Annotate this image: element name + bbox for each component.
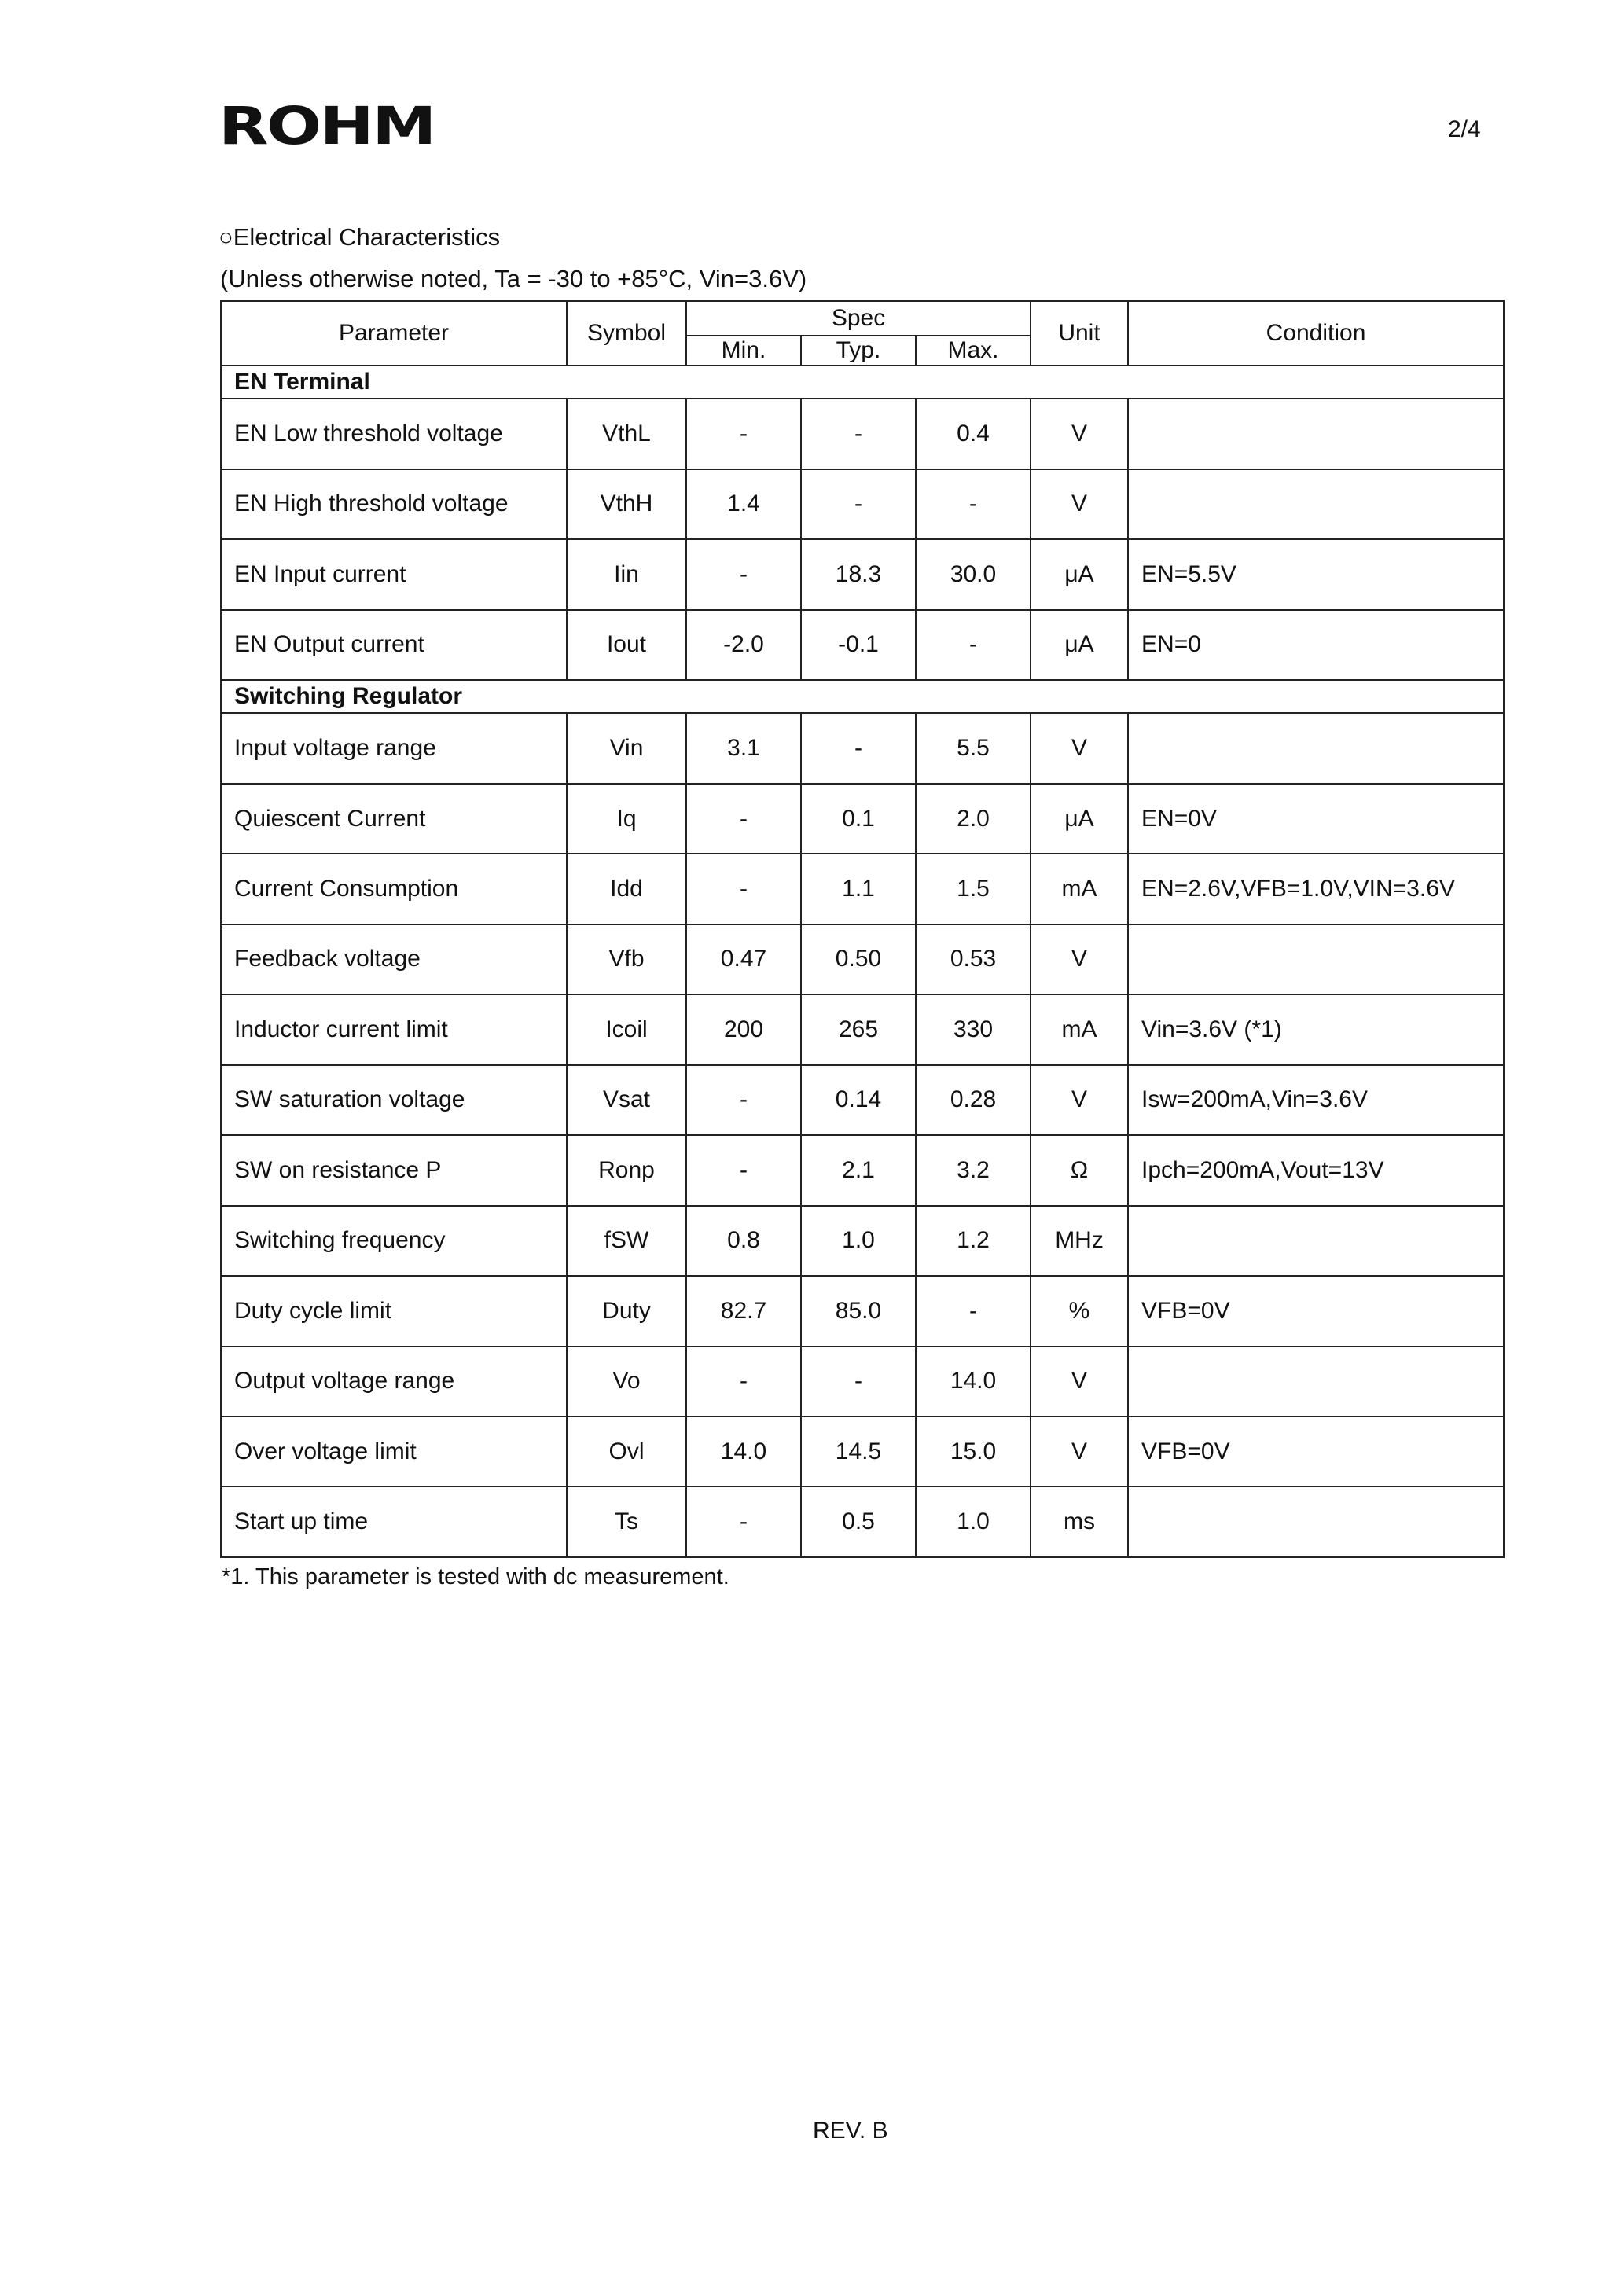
symbol-cell: Iin (567, 539, 686, 609)
column-header-symbol: Symbol (567, 301, 686, 366)
parameter-cell: EN High threshold voltage (221, 469, 567, 539)
unit-cell: Ω (1031, 1135, 1128, 1205)
electrical-characteristics-table (220, 300, 1505, 1558)
unit-cell: μA (1031, 784, 1128, 854)
typ-cell: 0.5 (801, 1486, 916, 1557)
unit-cell: V (1031, 1417, 1128, 1486)
unit-cell: V (1031, 399, 1128, 469)
rohm-logo: ROHM (219, 96, 435, 156)
parameter-cell: EN Low threshold voltage (221, 399, 567, 469)
max-cell: 330 (916, 994, 1031, 1064)
condition-cell (1128, 399, 1504, 469)
section-heading: Switching Regulator (221, 680, 1504, 713)
section-row (221, 366, 1504, 399)
parameter-cell: SW on resistance P (221, 1135, 567, 1205)
section-title: ○Electrical Characteristics (219, 223, 501, 251)
typ-cell: 1.0 (801, 1206, 916, 1276)
condition-cell: VFB=0V (1128, 1417, 1504, 1486)
parameter-cell: Quiescent Current (221, 784, 567, 854)
column-header-parameter: Parameter (221, 301, 567, 366)
column-header-max: Max. (916, 336, 1031, 366)
min-cell: - (686, 1486, 801, 1557)
max-cell: - (916, 1276, 1031, 1346)
max-cell: 1.2 (916, 1206, 1031, 1276)
table-row (221, 1065, 1504, 1135)
condition-cell (1128, 713, 1504, 783)
typ-cell: 0.14 (801, 1065, 916, 1135)
table-row (221, 399, 1504, 469)
max-cell: 5.5 (916, 713, 1031, 783)
parameter-cell: Duty cycle limit (221, 1276, 567, 1346)
typ-cell: 85.0 (801, 1276, 916, 1346)
table-row (221, 994, 1504, 1064)
table-row (221, 1347, 1504, 1417)
condition-cell (1128, 1486, 1504, 1557)
max-cell: 2.0 (916, 784, 1031, 854)
symbol-cell: Duty (567, 1276, 686, 1346)
typ-cell: - (801, 1347, 916, 1417)
symbol-cell: fSW (567, 1206, 686, 1276)
symbol-cell: Ronp (567, 1135, 686, 1205)
typ-cell: 0.50 (801, 924, 916, 994)
typ-cell: 14.5 (801, 1417, 916, 1486)
min-cell: 1.4 (686, 469, 801, 539)
symbol-cell: Vsat (567, 1065, 686, 1135)
max-cell: 1.5 (916, 854, 1031, 924)
table-row (221, 713, 1504, 783)
table-row (221, 1276, 1504, 1346)
table-row (221, 539, 1504, 609)
min-cell: - (686, 399, 801, 469)
max-cell: 0.53 (916, 924, 1031, 994)
min-cell: - (686, 784, 801, 854)
table-row (221, 1486, 1504, 1557)
unit-cell: μA (1031, 610, 1128, 680)
table-header-row (221, 301, 1504, 336)
parameter-cell: Current Consumption (221, 854, 567, 924)
condition-cell: VFB=0V (1128, 1276, 1504, 1346)
typ-cell: - (801, 399, 916, 469)
typ-cell: - (801, 469, 916, 539)
symbol-cell: Iout (567, 610, 686, 680)
typ-cell: 0.1 (801, 784, 916, 854)
unit-cell: % (1031, 1276, 1128, 1346)
unit-cell: V (1031, 469, 1128, 539)
unit-cell: V (1031, 713, 1128, 783)
min-cell: 0.8 (686, 1206, 801, 1276)
table-row (221, 1417, 1504, 1486)
max-cell: 1.0 (916, 1486, 1031, 1557)
unit-cell: μA (1031, 539, 1128, 609)
section-row (221, 680, 1504, 713)
symbol-cell: Iq (567, 784, 686, 854)
min-cell: 200 (686, 994, 801, 1064)
min-cell: 14.0 (686, 1417, 801, 1486)
unit-cell: V (1031, 1347, 1128, 1417)
condition-cell: Ipch=200mA,Vout=13V (1128, 1135, 1504, 1205)
column-header-min: Min. (686, 336, 801, 366)
unit-cell: MHz (1031, 1206, 1128, 1276)
max-cell: 0.28 (916, 1065, 1031, 1135)
min-cell: -2.0 (686, 610, 801, 680)
parameter-cell: Input voltage range (221, 713, 567, 783)
condition-cell (1128, 1347, 1504, 1417)
column-header-typ: Typ. (801, 336, 916, 366)
typ-cell: -0.1 (801, 610, 916, 680)
unit-cell: mA (1031, 854, 1128, 924)
min-cell: 3.1 (686, 713, 801, 783)
parameter-cell: Inductor current limit (221, 994, 567, 1064)
symbol-cell: VthH (567, 469, 686, 539)
condition-cell (1128, 1206, 1504, 1276)
condition-cell: EN=5.5V (1128, 539, 1504, 609)
typ-cell: 1.1 (801, 854, 916, 924)
condition-cell (1128, 469, 1504, 539)
column-header-spec: Spec (686, 301, 1031, 336)
symbol-cell: Vfb (567, 924, 686, 994)
parameter-cell: EN Input current (221, 539, 567, 609)
table-row (221, 924, 1504, 994)
unit-cell: ms (1031, 1486, 1128, 1557)
table-row (221, 854, 1504, 924)
max-cell: - (916, 469, 1031, 539)
typ-cell: 18.3 (801, 539, 916, 609)
parameter-cell: EN Output current (221, 610, 567, 680)
typ-cell: 265 (801, 994, 916, 1064)
parameter-cell: Switching frequency (221, 1206, 567, 1276)
unit-cell: mA (1031, 994, 1128, 1064)
typ-cell: - (801, 713, 916, 783)
symbol-cell: VthL (567, 399, 686, 469)
min-cell: 0.47 (686, 924, 801, 994)
max-cell: 14.0 (916, 1347, 1031, 1417)
condition-cell: EN=0 (1128, 610, 1504, 680)
parameter-cell: Feedback voltage (221, 924, 567, 994)
condition-cell: Vin=3.6V (*1) (1128, 994, 1504, 1064)
table-row (221, 469, 1504, 539)
min-cell: - (686, 1347, 801, 1417)
min-cell: - (686, 854, 801, 924)
condition-cell: Isw=200mA,Vin=3.6V (1128, 1065, 1504, 1135)
symbol-cell: Vin (567, 713, 686, 783)
max-cell: 30.0 (916, 539, 1031, 609)
symbol-cell: Icoil (567, 994, 686, 1064)
test-conditions: (Unless otherwise noted, Ta = -30 to +85°C, Vin=3.6V) (220, 265, 807, 292)
max-cell: - (916, 610, 1031, 680)
min-cell: 82.7 (686, 1276, 801, 1346)
max-cell: 15.0 (916, 1417, 1031, 1486)
min-cell: - (686, 1065, 801, 1135)
condition-cell (1128, 924, 1504, 994)
unit-cell: V (1031, 924, 1128, 994)
table-row (221, 784, 1504, 854)
table-row (221, 1206, 1504, 1276)
min-cell: - (686, 539, 801, 609)
condition-cell: EN=2.6V,VFB=1.0V,VIN=3.6V (1128, 854, 1504, 924)
parameter-cell: SW saturation voltage (221, 1065, 567, 1135)
footnote: *1. This parameter is tested with dc measurement. (222, 1564, 729, 1589)
symbol-cell: Ovl (567, 1417, 686, 1486)
revision-label: REV. B (813, 2118, 888, 2144)
symbol-cell: Idd (567, 854, 686, 924)
symbol-cell: Ts (567, 1486, 686, 1557)
unit-cell: V (1031, 1065, 1128, 1135)
condition-cell: EN=0V (1128, 784, 1504, 854)
typ-cell: 2.1 (801, 1135, 916, 1205)
parameter-cell: Over voltage limit (221, 1417, 567, 1486)
max-cell: 0.4 (916, 399, 1031, 469)
parameter-cell: Start up time (221, 1486, 567, 1557)
table-body (221, 366, 1504, 1557)
min-cell: - (686, 1135, 801, 1205)
column-header-unit: Unit (1031, 301, 1128, 366)
page-number: 2/4 (1448, 116, 1481, 142)
column-header-condition: Condition (1128, 301, 1504, 366)
section-heading: EN Terminal (221, 366, 1504, 399)
parameter-cell: Output voltage range (221, 1347, 567, 1417)
max-cell: 3.2 (916, 1135, 1031, 1205)
table-row (221, 1135, 1504, 1205)
symbol-cell: Vo (567, 1347, 686, 1417)
table-row (221, 610, 1504, 680)
